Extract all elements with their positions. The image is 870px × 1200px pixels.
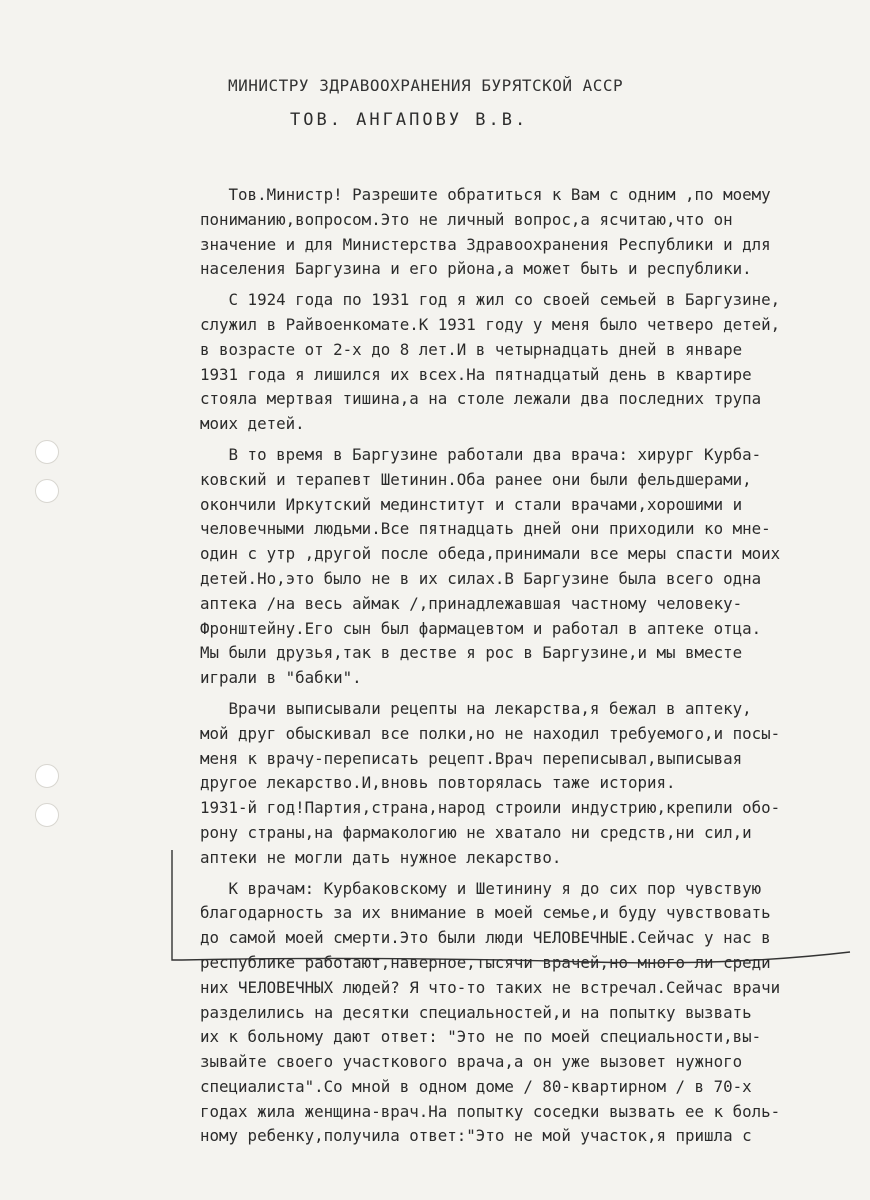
letter-line: Тов.Министр! Разрешите обратиться к Вам с одним ,по моему [200,185,771,204]
letter-line: В то время в Баргузине работали два врача: хирург Курба- [200,444,762,464]
letter-line: аптеки не могли дать нужное лекарство. [200,847,562,867]
letter-line: годах жила женщина-врач.На попытку соседки вызвать ее к боль- [200,1101,781,1121]
letter-line: Фронштейну.Его сын был фармацевтом и работал в аптеке отца. [200,618,762,638]
letter-line: республике работают,наверное,тысячи врачей,но много ли среди [200,952,771,972]
letter-line: населения Баргузина и его рйона,а может быть и республики. [200,259,752,279]
letter-line: ному ребенку,получила ответ:"Это не мой участок,я пришла с [200,1126,752,1146]
letter-line: Врачи выписывали рецепты на лекарства,я бежал в аптеку, [200,698,752,718]
letter-line: благодарность за их внимание в моей семье,и буду чувствовать [200,903,771,923]
letter-line: Мы были друзья,так в дестве я рос в Баргузине,и мы вместе [200,643,743,663]
letter-line: мой друг обыскивал все полки,но не находил требуемого,и посы- [200,723,781,743]
letter-line: ковский и терапевт Шетинин.Оба ранее они были фельдшерами, [200,469,752,489]
letter-line: один с утр ,другой после обеда,принимали все меры спасти моих [200,544,781,564]
letter-line: 1931 года я лишился их всех.На пятнадцатый день в квартире [200,364,752,384]
punch-hole [35,764,59,788]
letter-addressee: ТОВ. АНГАПОВУ В.В. [290,110,529,130]
letter-line: них ЧЕЛОВЕЧНЫХ людей? Я что-то таких не встречал.Сейчас врачи [200,977,781,997]
letter-heading: МИНИСТРУ ЗДРАВООХРАНЕНИЯ БУРЯТСКОЙ АССР [228,76,624,95]
letter-line: специалиста".Со мной в одном доме / 80-квартирном / в 70-х [200,1076,752,1096]
letter-line: К врачам: Курбаковскому и Шетинину я до сих пор чувствую [200,878,762,898]
letter-line: их к больному дают ответ: "Это не по моей специальности,вы- [200,1027,762,1047]
letter-line: служил в Райвоенкомате.К 1931 году у меня было четверо детей, [200,314,781,334]
punch-hole [35,440,59,464]
letter-line: другое лекарство.И,вновь повторялась таже история. [200,773,676,793]
punch-hole [35,803,59,827]
letter-line: пониманию,вопросом.Это не личный вопрос,а ясчитаю,что он [200,209,733,229]
letter-line: разделились на десятки специальностей,и на попытку вызвать [200,1002,752,1022]
letter-line: детей.Но,это было не в их силах.В Баргузине была всего одна [200,568,762,588]
letter-line: зывайте своего участкового врача,а он уже вызовет нужного [200,1052,743,1072]
letter-line: окончили Иркутский мединститут и стали врачами,хорошими и [200,494,743,514]
letter-line: рону страны,на фармакологию не хватало ни средств,ни сил,и [200,822,752,842]
letter-line: 1931-й год!Партия,страна,народ строили индустрию,крепили обо- [200,798,781,818]
letter-line: моих детей. [200,414,305,434]
letter-line: С 1924 года по 1931 год я жил со своей семьей в Баргузине, [200,290,781,310]
letter-line: в возрасте от 2-х до 8 лет.И в четырнадцать дней в январе [200,339,743,359]
letter-body [200,183,860,1149]
letter-line: играли в "бабки". [200,668,362,688]
letter-line: аптека /на весь аймак /,принадлежавшая частному человеку- [200,593,743,613]
letter-line: до самой моей смерти.Это были люди ЧЕЛОВЕЧНЫЕ.Сейчас у нас в [200,928,771,948]
letter-line: стояла мертвая тишина,а на столе лежали два последних трупа [200,389,762,409]
punch-hole [35,479,59,503]
letter-line: меня к врачу-переписать рецепт.Врач переписывал,выписывая [200,748,743,768]
letter-line: значение и для Министерства Здравоохранения Республики и для [200,234,771,254]
letter-line: человечными людьми.Все пятнадцать дней они приходили ко мне- [200,519,771,539]
